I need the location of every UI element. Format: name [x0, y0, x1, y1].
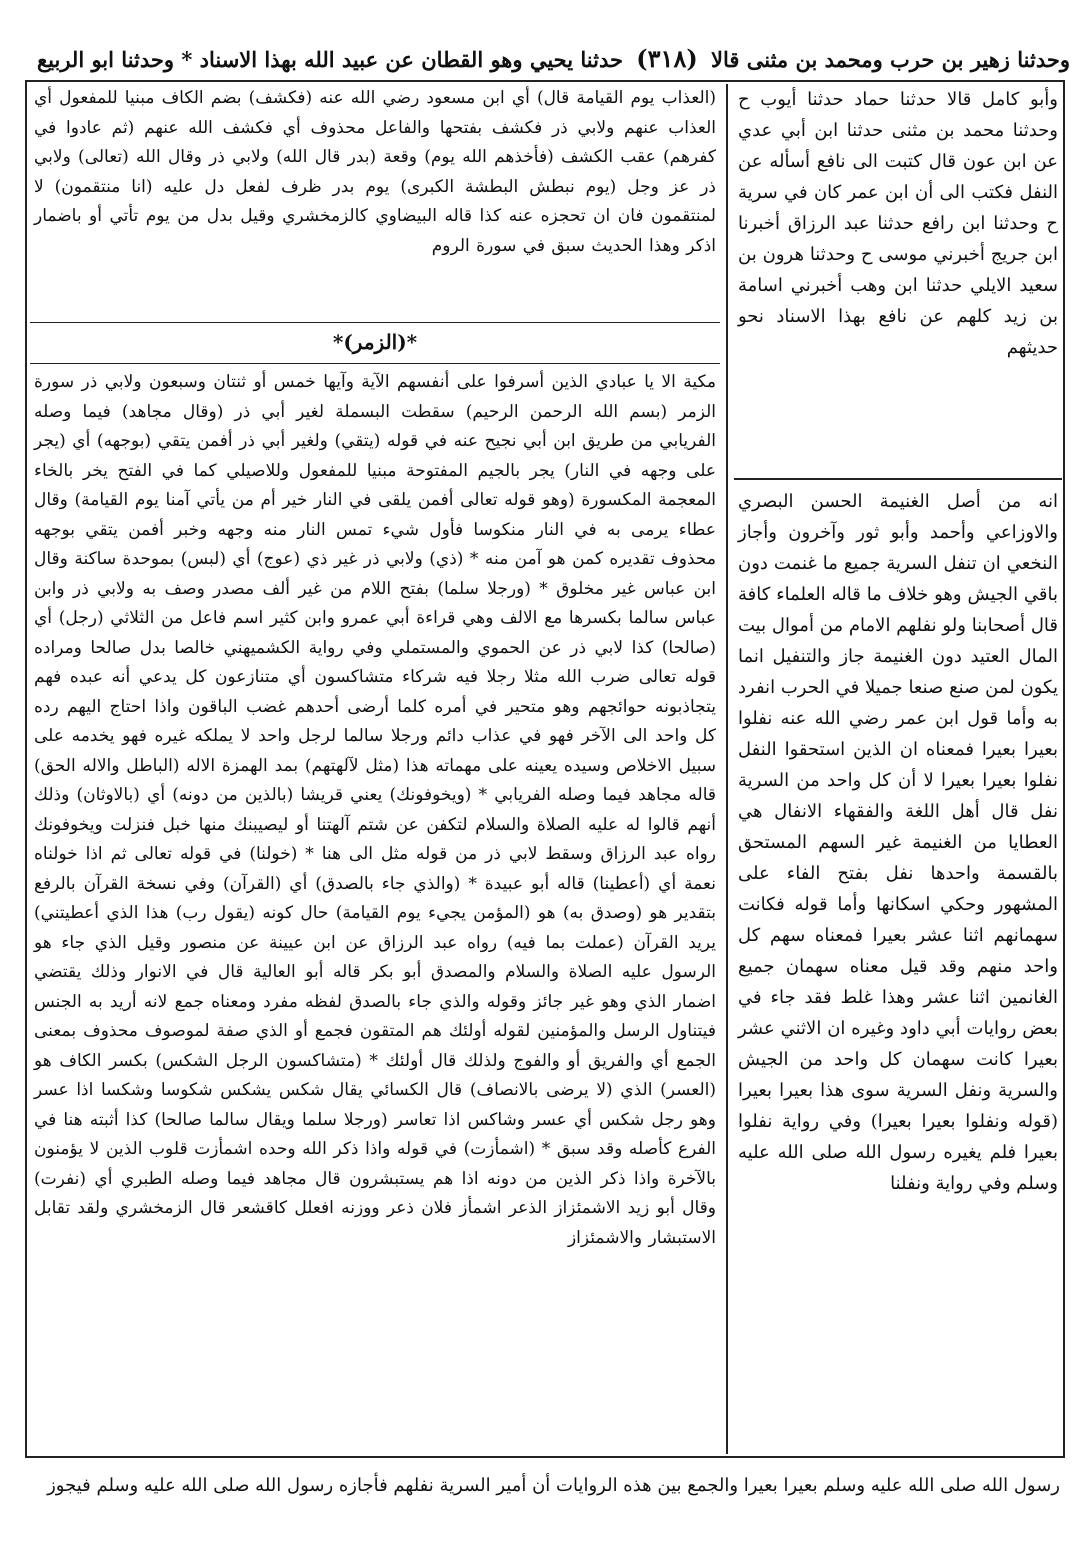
- column-divider: [726, 84, 728, 1454]
- side-hadith-text: وأبو كامل قالا حدثنا حماد حدثنا أيوب ح وحدثنا محمد بن مثنى حدثنا ابن أبي عدي عن ابن عون قال كتبت الى نافع أسأله عن النفل فكتب الى أن ابن عمر كان في سرية ح وحدثنا ابن رافع حدثنا عبد الرزاق أخبرنا ابن جريج أخبرني موسى ح وحدثنا هرون بن سعيد الايلي حدثنا ابن وهب أخبرني اسامة بن زيد كلهم عن نافع بهذا الاسناد نحو حديثهم: [738, 89, 1058, 358]
- main-column: [30, 84, 720, 1454]
- side-commentary-text: انه من أصل الغنيمة الحسن البصري والاوزاعي وأحمد وأبو ثور وآخرون وأجاز النخعي ان تنفل السرية جميع ما غنمت دون باقي الجيش وهو خلاف ما قاله العلماء كافة قال أصحابنا ولو نفلهم الامام من أموال بيت المال العتيد دون الغنيمة جاز والتنفيل انما يكون لمن صنع صنعا جميلا في الحرب انفرد به وأما قول ابن عمر رضي الله عنه نفلوا بعيرا بعيرا فمعناه ان الذين استحقوا النفل نفلوا بعيرا بعيرا لا أن كل واحد من السرية نفل قال أهل اللغة والفقهاء الانفال هي العطايا من الغنيمة غير السهم المستحق بالقسمة واحدها نفل بفتح الفاء على المشهور وحكي اسكانها وأما قوله فكانت سهمانهم اثنا عشر بعيرا فمعناه سهم كل واحد منهم وقد قيل معناه سهمان جميع الغانمين اثنا عشر وهذا غلط فقد جاء في بعض روايات أبي داود وغيره ان الاثني عشر بعيرا كانت سهمان كل واحد من الجيش والسرية ونفل السرية سوى هذا بعيرا بعيرا (قوله ونفلوا بعيرا بعيرا) وفي رواية نفلوا بعيرا فلم يغيره رسول الله صلى الله عليه وسلم وفي رواية ونفلنا: [738, 491, 1058, 1194]
- main-body-text: مكية الا يا عبادي الذين أسرفوا على أنفسهم الآية وآيها خمس أو ثنتان وسبعون ولابي ذر سورة الزمر (بسم الله الرحمن الرحيم) سقطت البسملة لغير أبي ذر (وقال مجاهد) فيما وصله الفريابي من طريق ابن أبي نجيح عنه في قوله (يتقي) ولغير أبي ذر أفمن يتقي (بوجهه) أي (يجر على وجهه في النار) يجر بالجيم المفتوحة مبنيا للمفعول وللاصيلي كما في الفتح يخر بالخاء المعجمة المكسورة (وهو قوله تعالى أفمن يلقى في النار خير أم من يأتي آمنا يوم القيامة) وقال عطاء يرمى به في النار منكوسا فأول شيء تمس النار منه وجهه وخبر أفمن يتقي بوجهه محذوف تقديره كمن هو آمن منه * (ذي) ولابي ذر غير ذي (عوج) أي (لبس) بموحدة ساكنة وقال ابن عباس غير مخلوق * (ورجلا سلما) بفتح اللام من غير ألف مصدر وصف به ولابي ذر وابن عباس سالما بكسرها مع الالف وهي قراءة أبي عمرو وابن كثير اسم فاعل من الثلاثي (رجل) أي (صالحا) كذا لابي ذر عن الحموي والمستملي وفي رواية الكشميهني خالصا بدل صالحا ومراده قوله تعالى ضرب الله مثلا رجلا فيه شركاء متشاكسون أي متنازعون كل يدعي أنه عبده فهم يتجاذبونه حوائجهم وهو متحير في أمره كلما أرضى أحدهم غضب الباقون واذا احتاج اليهم رده كل واحد الى الآخر فهو في عذاب دائم ورجلا سالما لرجل واحد لا يملكه غيره فهو يخدمه على سبيل الاخلاص وسيده يعينه على مهماته هذا (مثل لآلهتهم) بمد الهمزة الاله (الباطل والاله الحق) قاله مجاهد فيما وصله الفريابي * (ويخوفونك) يعني قريشا (بالذين من دونه) أي (بالاوثان) وذلك أنهم قالوا له عليه الصلاة والسلام لتكفن عن شتم آلهتنا أو ليصيبنك منها خبل فنزلت ويخوفونك رواه عبد الرزاق وسقط لابي ذر من قوله مثل الى هنا * (خولنا) في قوله تعالى ثم اذا خولناه نعمة أي (أعطينا) قاله أبو عبيدة * (والذي جاء بالصدق) أي (القرآن) وفي نسخة القرآن بالرفع بتقدير هو (وصدق به) هو (المؤمن يجيء يوم القيامة) حال كونه (يقول رب) هذا الذي أعطيتني) يريد القرآن (عملت بما فيه) رواه عبد الرزاق عن ابن عيينة عن منصور وقيل الذي جاء هو الرسول عليه الصلاة والسلام والمصدق أبو بكر قاله أبو العالية قال في الانوار وذلك يقتضي اضمار الذي وهو غير جائز وقوله والذي جاء بالصدق لفظه مفرد ومعناه جمع لانه أريد به الجنس فيتناول الرسل والمؤمنين لقوله أولئك هم المتقون فجمع أو الذي صفة لموصوف محذوف بمعنى الجمع أي والفريق أو والفوج ولذلك قال أولئك * (متشاكسون الرجل الشكس) بكسر الكاف هو (العسر) الذي (لا يرضى بالانصاف) قال الكسائي يقال شكس يشكس شكوسا وشكسا اذا عسر وهو رجل شكس أي عسر وشاكس اذا تعاسر (ورجلا سلما ويقال سالما صالحا) كذا أثبته هنا في الفرع كأصله وقد سبق * (اشمأزت) في قوله واذا ذكر الله وحده اشمأزت قلوب الذين لا يؤمنون بالآخرة واذا ذكر الذين من دونه اذا هم يستبشرون قال مجاهد فيما وصله الطبري أي (نفرت) وقال أبو زيد الاشمئزاز الذعر اشمأز فلان ذعر ووزنه افعلل كاقشعر قال الزمخشري ولقد تقابل الاستبشار والاشمئزاز: [34, 372, 716, 1248]
- main-top-text: (العذاب يوم القيامة قال) أي ابن مسعود رضي الله عنه (فكشف) بضم الكاف مبنيا للمفعول أي العذاب عنهم ولابي ذر فكشف بفتحها والفاعل محذوف أي فكشف الله عنهم (ثم عادوا في كفرهم) عقب الكشف (فأخذهم الله يوم) وقعة (بدر قال الله) ولابي ذر وقال الله (تعالى) ولابي ذر عز وجل (يوم نبطش البطشة الكبرى) يوم بدر ظرف لفعل دل عليه (انا منتقمون) لا لمنتقمون فان ان تحجزه عنه كذا قاله البيضاوي كالزمخشري وقيل بدل من يوم تأتي أو باضمار اذكر وهذا الحديث سبق في سورة الروم: [34, 88, 716, 256]
- header-line-after: حدثنا يحيي وهو القطان عن عبيد الله بهذا الاسناد * وحدثنا ابو الربيع: [36, 47, 623, 72]
- main-top-block: [30, 84, 720, 316]
- title-divider: [30, 363, 720, 364]
- side-divider: [734, 478, 1062, 480]
- page-number: (٣١٨): [636, 44, 698, 73]
- main-body-block: [30, 368, 720, 1454]
- page-header: [20, 40, 1070, 78]
- side-column: [734, 84, 1062, 1454]
- footer-text: رسول الله صلى الله عليه وسلم بعيرا بعيرا والجمع بين هذه الروايات أن أمير السرية نفلهم فأجازه رسول الله صلى الله عليه وسلم فيجوز: [47, 1475, 1060, 1496]
- side-hadith-block: [734, 84, 1062, 474]
- surah-title: *(الزمر)*: [332, 330, 418, 354]
- section-divider: [30, 322, 720, 323]
- header-line: وحدثنا زهير بن حرب ومحمد بن مثنى قالا: [711, 47, 1070, 72]
- page-footer: [30, 1468, 1060, 1508]
